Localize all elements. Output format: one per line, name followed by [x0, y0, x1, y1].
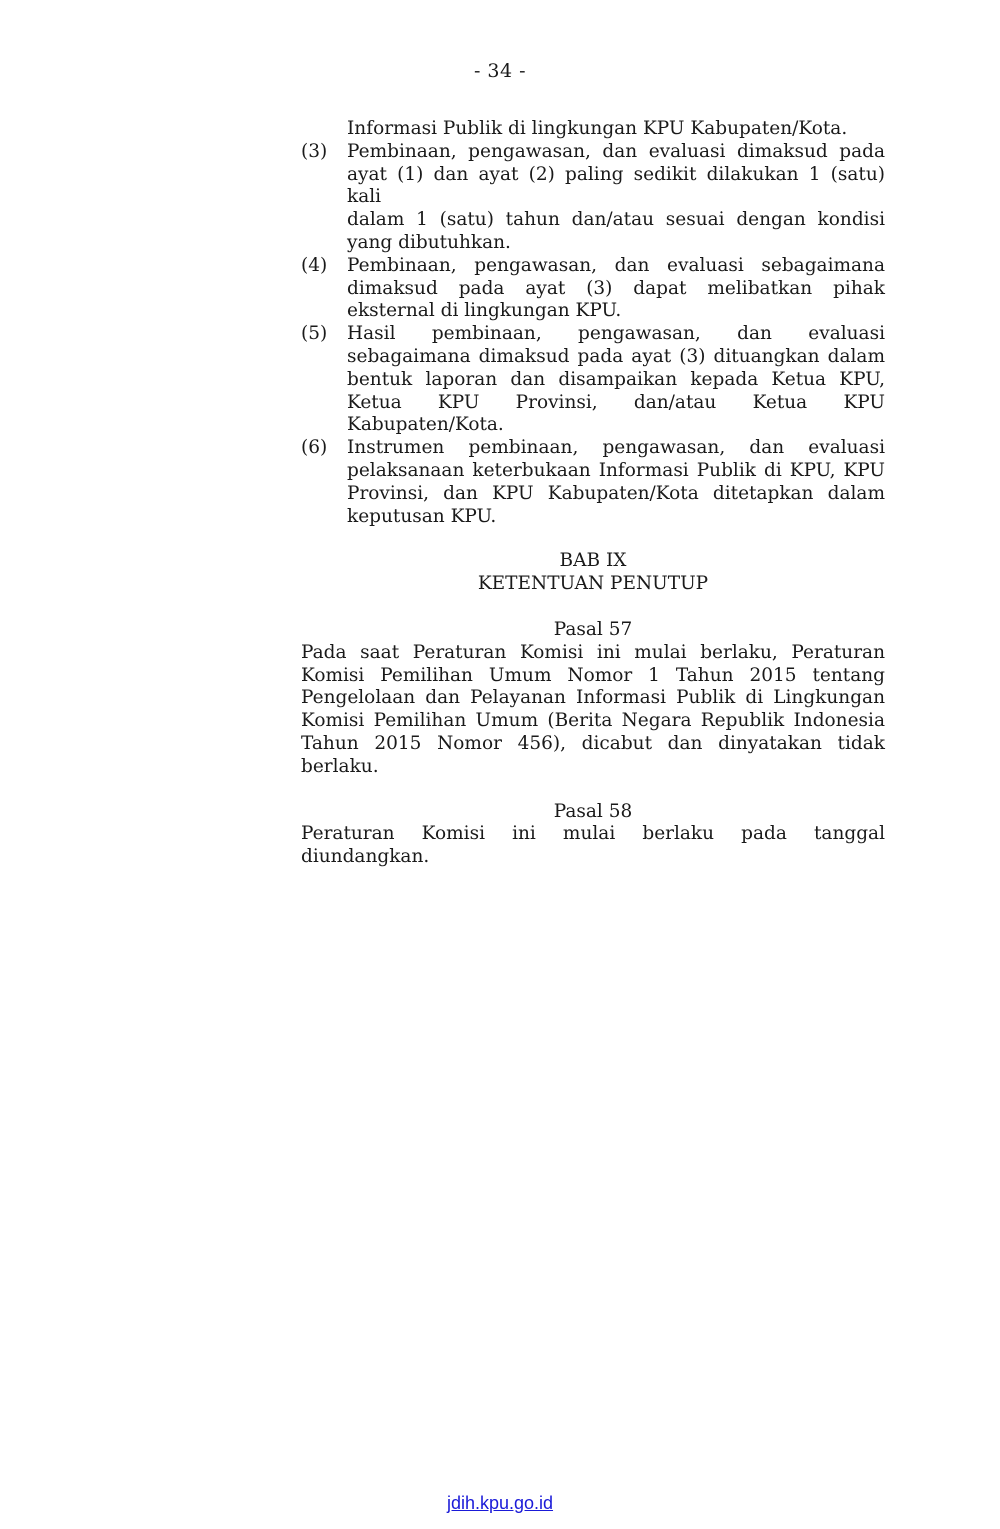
ayat-item-4 — [301, 255, 885, 323]
ayat-line: Pembinaan, pengawasan, dan evaluasi dimaksud pada — [347, 140, 885, 162]
ayat-line: Kabupaten/Kota. — [347, 414, 504, 436]
ayat-line: Ketua KPU Provinsi, dan/atau Ketua KPU — [347, 391, 885, 413]
ayat-line: Instrumen pembinaan, pengawasan, dan evaluasi — [347, 437, 885, 459]
article-line: Peraturan Komisi ini mulai berlaku pada tanggal — [301, 823, 885, 845]
ayat-line: keputusan KPU. — [347, 505, 497, 527]
article-line: Tahun 2015 Nomor 456), dicabut dan dinyatakan tidak — [301, 732, 885, 754]
ayat-line: Hasil pembinaan, pengawasan, dan evaluasi — [347, 323, 885, 345]
article-line: Komisi Pemilihan Umum Nomor 1 Tahun 2015 tentang — [301, 664, 885, 686]
document-body — [301, 118, 885, 869]
article-line: diundangkan. — [301, 846, 430, 868]
ayat-number: (4) — [301, 254, 328, 276]
chapter-heading — [301, 550, 885, 596]
article-line: Pada saat Peraturan Komisi ini mulai berlaku, Peraturan — [301, 641, 885, 663]
ayat-item-6 — [301, 437, 885, 528]
ayat-line: sebagaimana dimaksud pada ayat (3) dituangkan dalam — [347, 345, 885, 367]
article-58-title: Pasal 58 — [553, 800, 633, 822]
ayat-line: dalam 1 (satu) tahun dan/atau sesuai dengan kondisi — [347, 209, 885, 231]
chapter-number: BAB IX — [559, 550, 627, 572]
article-line: Komisi Pemilihan Umum (Berita Negara Republik Indonesia — [301, 710, 885, 732]
ayat-text — [347, 141, 885, 255]
ayat-line: Provinsi, dan KPU Kabupaten/Kota ditetapkan dalam — [347, 482, 885, 504]
chapter-title: KETENTUAN PENUTUP — [477, 573, 709, 595]
ayat-number: (3) — [301, 140, 328, 162]
ayat-text — [347, 323, 885, 437]
footer-website-link[interactable]: jdih.kpu.go.id — [446, 1493, 554, 1513]
ayat-item-5 — [301, 323, 885, 437]
article-58-body — [301, 823, 885, 869]
article-57-title: Pasal 57 — [553, 618, 633, 640]
article-line: berlaku. — [301, 755, 379, 777]
article-line: Pengelolaan dan Pelayanan Informasi Publik di Lingkungan — [301, 687, 885, 709]
ayat-line: bentuk laporan dan disampaikan kepada Ketua KPU, — [347, 368, 885, 390]
ayat-line: Pembinaan, pengawasan, dan evaluasi sebagaimana — [347, 254, 885, 276]
ayat-number: (5) — [301, 323, 328, 345]
continuation-line: Informasi Publik di lingkungan KPU Kabupaten/Kota. — [347, 118, 848, 139]
ayat-line: eksternal di lingkungan KPU. — [347, 300, 622, 322]
ayat-line: ayat (1) dan ayat (2) paling sedikit dilakukan 1 (satu) kali — [347, 163, 885, 208]
article-57-body — [301, 642, 885, 779]
ayat-item-3 — [301, 141, 885, 255]
page-number: - 34 - — [473, 60, 527, 82]
ayat-line: dimaksud pada ayat (3) dapat melibatkan pihak — [347, 277, 885, 299]
ayat-line: yang dibutuhkan. — [347, 231, 511, 253]
ayat-number: (6) — [301, 437, 328, 459]
ayat-text — [347, 437, 885, 528]
ayat-line: pelaksanaan keterbukaan Informasi Publik di KPU, KPU — [347, 459, 885, 481]
ayat-text — [347, 255, 885, 323]
